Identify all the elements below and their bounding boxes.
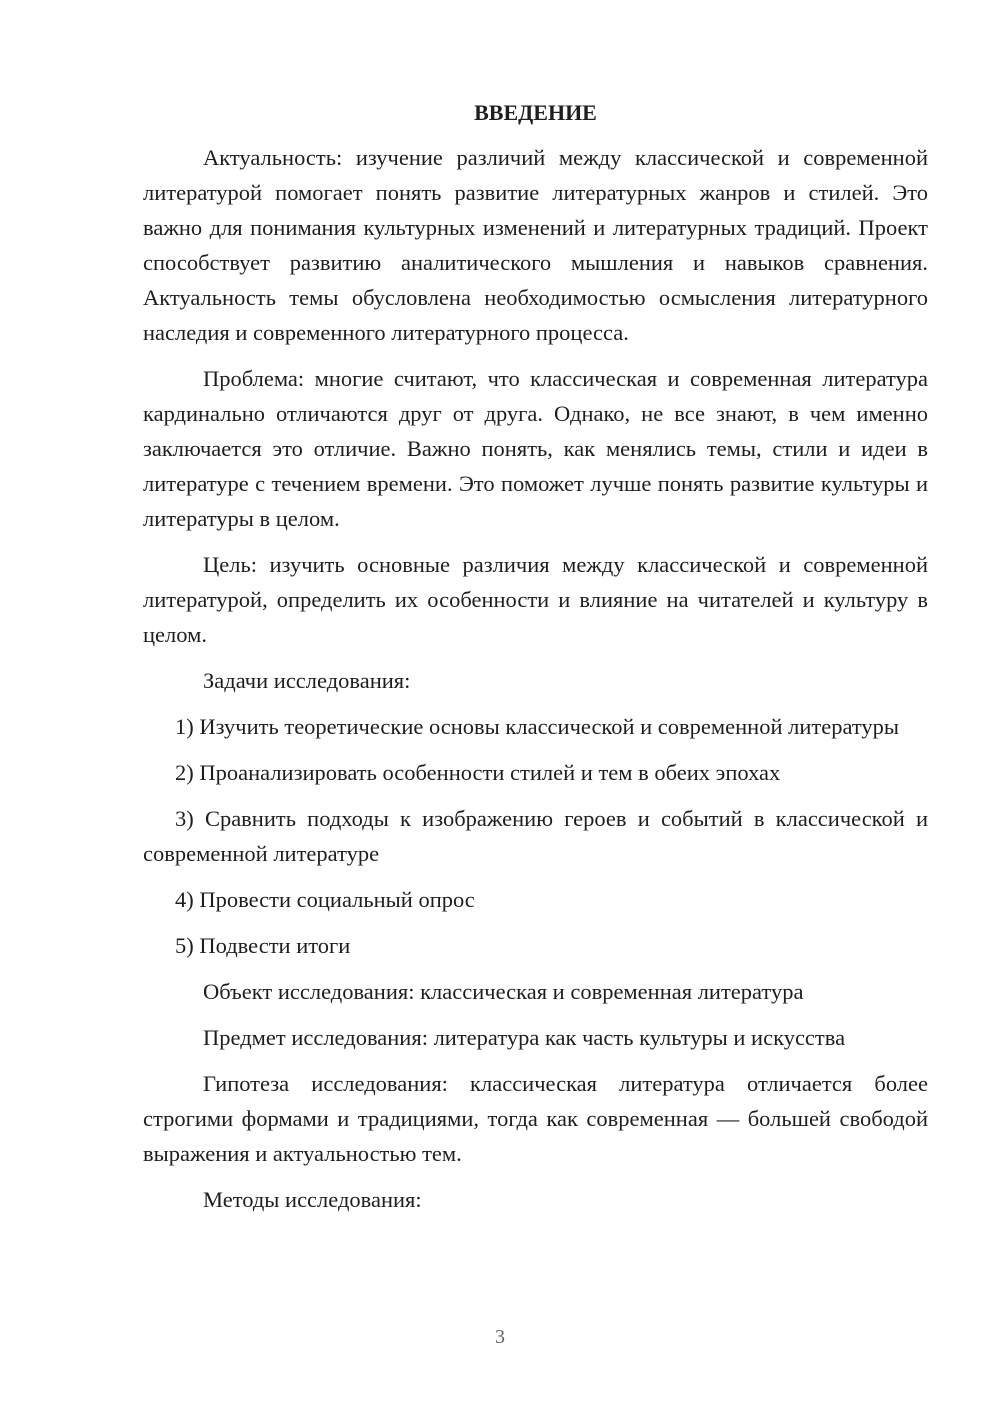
relevance-paragraph: Актуальность: изучение различий между классической и современной литературой помогает понять развитие литературных жанров и стилей. Это важно для понимания культурных изменений и литературных традиций. Проект способствует развитию аналитического мышления и навыков сравнения. Актуальность темы обусловлена необходимостью осмысления литературного наследия и современного литературного процесса. [143, 145, 928, 345]
task-item-5: 5) Подвести итоги [175, 933, 351, 958]
task-item-1: 1) Изучить теоретические основы классической и современной литературы [175, 714, 900, 739]
task-item-2: 2) Проанализировать особенности стилей и тем в обеих эпохах [175, 760, 781, 785]
tasks-heading: Задачи исследования: [203, 668, 411, 693]
document-page [143, 95, 928, 1228]
hypothesis-paragraph: Гипотеза исследования: классическая литература отличается более строгими формами и традициями, тогда как современная — большей свободой выражения и актуальностью тем. [143, 1071, 928, 1166]
page-title: ВВЕДЕНИЕ [474, 100, 597, 125]
page-number: 3 [495, 1326, 505, 1348]
object-paragraph: Объект исследования: классическая и современная литература [203, 979, 804, 1004]
task-item-4: 4) Провести социальный опрос [175, 887, 475, 912]
task-item-3: 3) Сравнить подходы к изображению героев и событий в классической и современной литературе [143, 806, 928, 866]
methods-heading: Методы исследования: [203, 1187, 422, 1212]
subject-paragraph: Предмет исследования: литература как часть культуры и искусства [203, 1025, 846, 1050]
problem-paragraph: Проблема: многие считают, что классическая и современная литература кардинально отличаются друг от друга. Однако, не все знают, в чем именно заключается это отличие. Важно понять, как менялись темы, стили и идеи в литературе с течением времени. Это поможет лучше понять развитие культуры и литературы в целом. [143, 366, 928, 531]
goal-paragraph: Цель: изучить основные различия между классической и современной литературой, определить их особенности и влияние на читателей и культуру в целом. [143, 552, 928, 647]
